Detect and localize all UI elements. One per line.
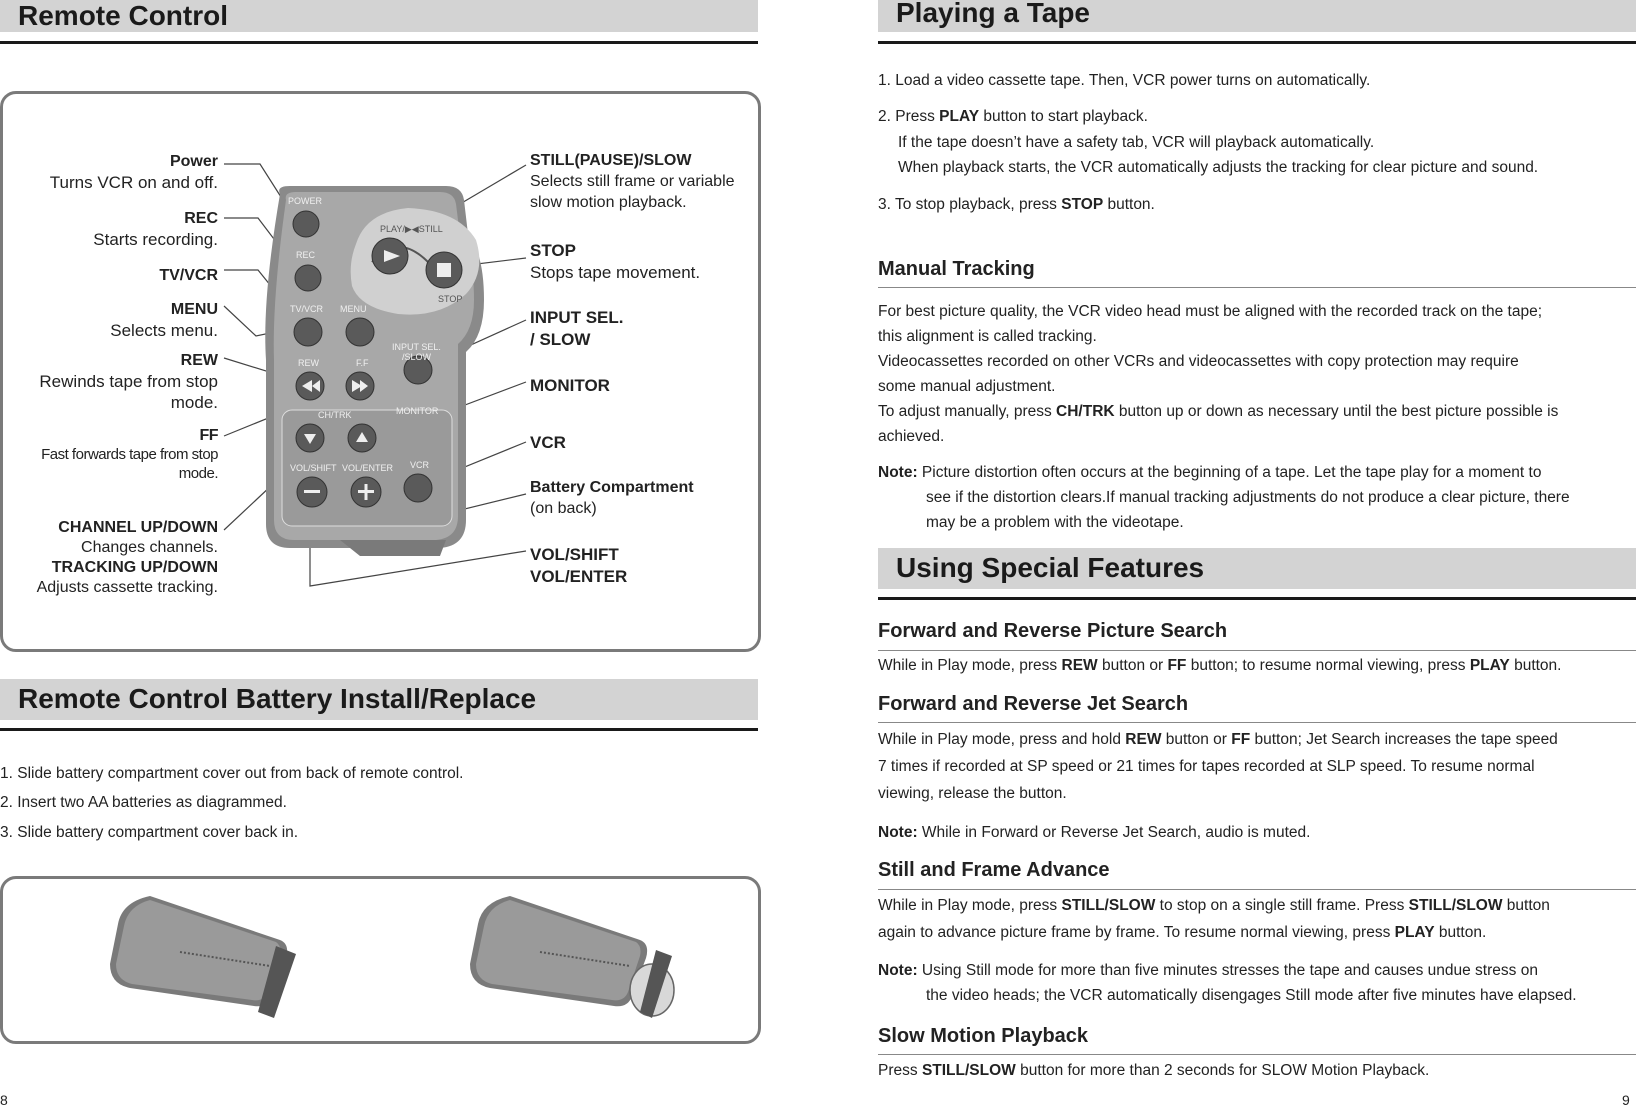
jet-search-rule xyxy=(878,722,1636,723)
label-battery: Battery Compartment (on back) xyxy=(530,479,694,517)
label-tvvcr: TV/VCR xyxy=(159,267,218,284)
key-power: POWER xyxy=(288,196,323,206)
playing-step-2: 2. Press PLAY button to start playback. xyxy=(878,108,1148,125)
label-power: Power Turns VCR on and off. xyxy=(49,153,218,192)
key-menu: MENU xyxy=(340,304,367,314)
page-number-left: 8 xyxy=(0,1092,8,1108)
key-volenter: VOL/ENTER xyxy=(342,463,394,473)
picture-search-text: While in Play mode, press REW button or FF button; to resume normal viewing, press PLAY button. xyxy=(878,657,1562,674)
still-rule xyxy=(878,889,1636,890)
playing-title-bar xyxy=(878,0,1636,32)
battery-illustration xyxy=(0,876,760,1042)
playing-step-1: 1. Load a video cassette tape. Then, VCR power turns on automatically. xyxy=(878,72,1371,89)
key-tvvcr: TV/VCR xyxy=(290,304,324,314)
label-ff: FF Fast forwards tape from stop mode. xyxy=(41,427,218,482)
special-title: Using Special Features xyxy=(896,552,1205,583)
playing-step-2-line3: When playback starts, the VCR automatically adjusts the tracking for clear picture and sound. xyxy=(898,159,1539,176)
jet-search-note: Note: While in Forward or Reverse Jet Search, audio is muted. xyxy=(878,824,1311,841)
manual-note: Note: Picture distortion often occurs at the beginning of a tape. Let the tape play for a moment to see if the distortion clears.If manual tracking adjustments do not produce a clear picture, there may be a problem with the videotape. xyxy=(878,464,1570,531)
battery-step-1: 1. Slide battery compartment cover out from back of remote control. xyxy=(0,765,464,782)
page-title: Remote Control xyxy=(18,0,228,31)
remote-illustration xyxy=(0,0,760,650)
key-input: INPUT SEL. xyxy=(392,342,441,352)
picture-search-heading: Forward and Reverse Picture Search xyxy=(878,620,1228,642)
jet-search-heading: Forward and Reverse Jet Search xyxy=(878,693,1189,715)
battery-step-3: 3. Slide battery compartment cover back in. xyxy=(0,824,299,841)
label-stop: STOP Stops tape movement. xyxy=(530,241,701,283)
manual-text: For best picture quality, the VCR video head must be aligned with the recorded track on the tape; this alignment is called tracking. Videocassettes recorded on other VCRs and videocassettes with copy protection may require some manual adjustment. To adjust manually, press CH/TRK button up or down as necessary until the best picture possible is achieved. xyxy=(878,303,1559,445)
label-menu: MENU Selects menu. xyxy=(110,301,218,340)
key-vcr: VCR xyxy=(410,460,430,470)
battery-step-2: 2. Insert two AA batteries as diagrammed. xyxy=(0,794,287,811)
key-playstill: PLAY/▶◀STILL xyxy=(380,224,443,234)
special-title-rule xyxy=(878,597,1636,600)
slow-motion-heading: Slow Motion Playback xyxy=(878,1025,1089,1047)
key-rew: REW xyxy=(298,358,319,368)
slow-motion-rule xyxy=(878,1054,1636,1055)
key-stop: STOP xyxy=(438,294,463,304)
playing-step-2-line2: If the tape doesn’t have a safety tab, VCR will playback automatically. xyxy=(898,134,1375,151)
label-vcr: VCR xyxy=(530,433,566,452)
label-still: STILL(PAUSE)/SLOW Selects still frame or variable slow motion playback. xyxy=(530,152,735,211)
still-note: Note: Using Still mode for more than five minutes stresses the tape and causes undue stress on the video heads; the VCR automatically disengages Still mode after five minutes have elapsed. xyxy=(878,962,1577,1004)
slow-motion-text: Press STILL/SLOW button for more than 2 seconds for SLOW Motion Playback. xyxy=(878,1062,1430,1079)
key-ff: F.F xyxy=(356,358,369,368)
still-heading: Still and Frame Advance xyxy=(878,859,1110,881)
label-vol: VOL/SHIFT VOL/ENTER xyxy=(530,545,628,587)
still-text: While in Play mode, press STILL/SLOW to stop on a single still frame. Press STILL/SLOW button again to advance picture frame by frame. To resume normal viewing, press PLAY button. xyxy=(878,897,1550,941)
key-monitor: MONITOR xyxy=(396,406,439,416)
playing-title: Playing a Tape xyxy=(896,0,1090,28)
label-rec: REC Starts recording. xyxy=(93,210,218,249)
manual-rule xyxy=(878,287,1636,288)
battery-title-rule xyxy=(0,728,758,731)
battery-title: Remote Control Battery Install/Replace xyxy=(18,683,537,714)
key-rec: REC xyxy=(296,250,316,260)
playing-title-rule xyxy=(878,41,1636,44)
key-input2: /SLOW xyxy=(402,352,432,362)
key-chtrk: CH/TRK xyxy=(318,410,352,420)
playing-step-3: 3. To stop playback, press STOP button. xyxy=(878,196,1155,213)
label-rew: REW Rewinds tape from stop mode. xyxy=(39,352,218,413)
label-monitor: MONITOR xyxy=(530,376,610,395)
page-number-right: 9 xyxy=(1622,1092,1630,1108)
special-title-bar xyxy=(878,548,1636,589)
key-volshift: VOL/SHIFT xyxy=(290,463,337,473)
picture-search-rule xyxy=(878,650,1636,651)
label-input-sel: INPUT SEL. / SLOW xyxy=(530,308,624,350)
battery-title-bar xyxy=(0,679,758,720)
jet-search-text: While in Play mode, press and hold REW button or FF button; Jet Search increases the tape speed 7 times if recorded at SP speed or 21 times for tapes recorded at SLP speed. To resume normal viewing, release the button. xyxy=(878,731,1558,802)
label-channel: CHANNEL UP/DOWN Changes channels. TRACKING UP/DOWN Adjusts cassette tracking. xyxy=(36,519,218,596)
manual-tracking-heading: Manual Tracking xyxy=(878,258,1035,280)
